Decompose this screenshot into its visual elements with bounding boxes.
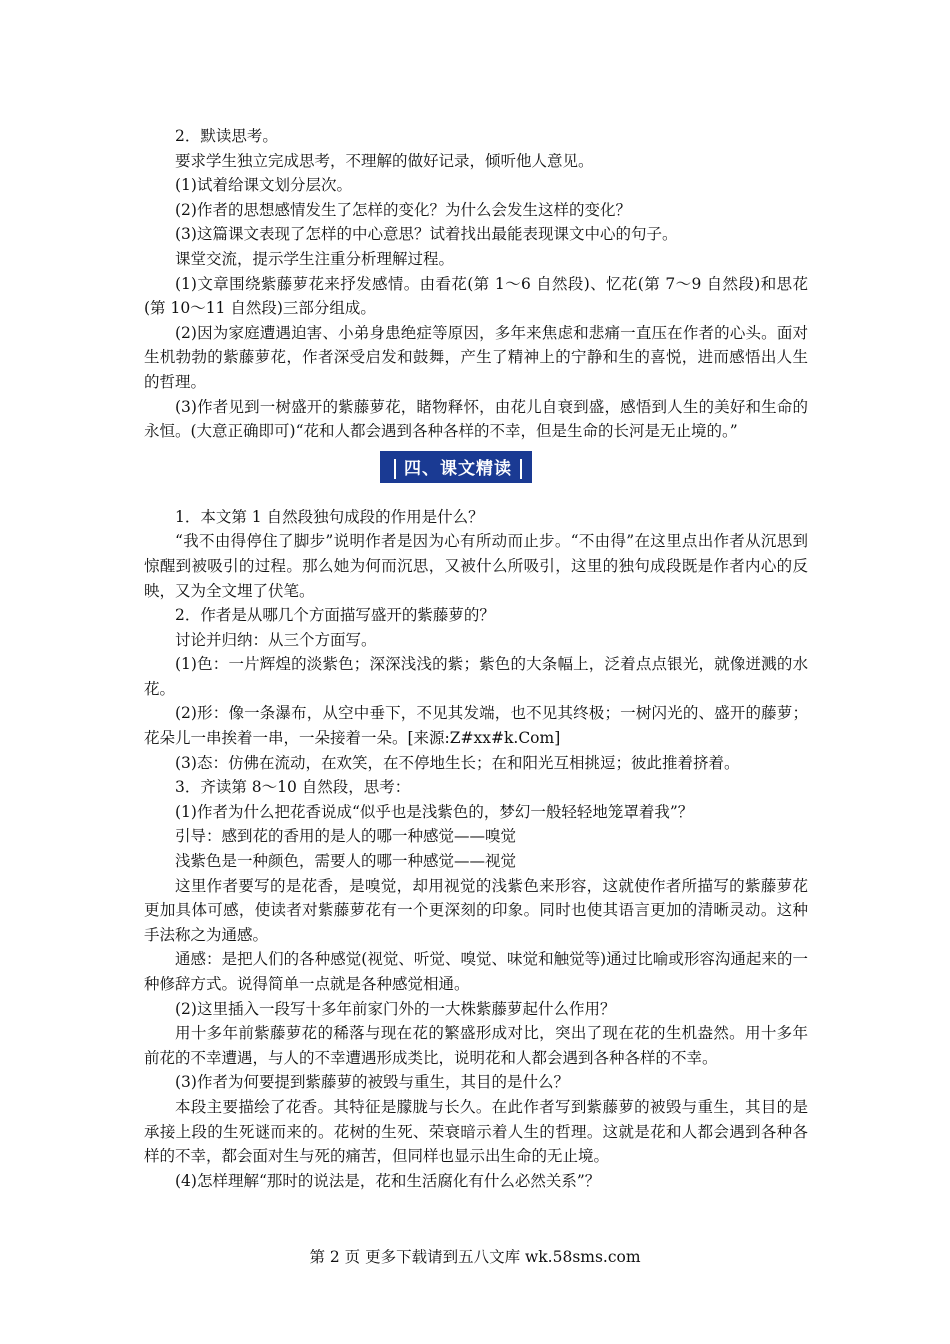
paragraph: 3．齐读第 8～10 自然段，思考： [175, 778, 411, 797]
paragraph: (2)这里插入一段写十多年前家门外的一大株紫藤萝起什么作用？ [175, 999, 616, 1018]
document-body [144, 124, 808, 1193]
paragraph: (1)试着给课文划分层次。 [175, 176, 352, 195]
paragraph: (3)态：仿佛在流动，在欢笑，在不停地生长；在和阳光互相挑逗；彼此推着挤着。 [175, 753, 740, 772]
paragraph: 本段主要描绘了花香。其特征是朦胧与长久。在此作者写到紫藤萝的被毁与重生，其目的是承接上段的生死谜而来的。花树的生死、荣衰暗示着人生的哲理。这就是花和人都会遇到各种各样的不幸，都会面对生与死的痛苦，但同样也显示出生命的无止境。 [144, 1097, 808, 1166]
paragraph: (2)作者的思想感情发生了怎样的变化？为什么会发生这样的变化？ [175, 200, 631, 219]
paragraph: 用十多年前紫藤萝花的稀落与现在花的繁盛形成对比，突出了现在花的生机盎然。用十多年前花的不幸遭遇，与人的不幸遭遇形成类比，说明花和人都会遇到各种各样的不幸。 [144, 1024, 808, 1067]
paragraph: (2)形：像一条瀑布，从空中垂下，不见其发端，也不见其终极；一树闪光的、盛开的藤萝；花朵儿一串挨着一串，一朵接着一朵。[来源:Z#xx#k.Com] [144, 704, 808, 748]
paragraph: 讨论并归纳：从三个方面写。 [175, 630, 377, 649]
paragraph: (3)作者见到一树盛开的紫藤萝花，睹物释怀，由花儿自衰到盛，感悟到人生的美好和生命的永恒。(大意正确即可)“花和人都会遇到各种各样的不幸，但是生命的长河是无止境的。” [144, 397, 808, 441]
section-heading-banner [144, 451, 808, 491]
section-after [144, 505, 808, 1194]
section-before [144, 124, 808, 444]
section-heading-text: 四、课文精读 [394, 459, 522, 479]
paragraph: “我不由得停住了脚步”说明作者是因为心有所动而止步。“不由得”在这里点出作者从沉思到惊醒到被吸引的过程。那么她为何而沉思，又被什么所吸引，这里的独句成段既是作者内心的反映，又为全文埋了伏笔。 [144, 532, 808, 600]
paragraph: 通感：是把人们的各种感觉(视觉、听觉、嗅觉、味觉和触觉等)通过比喻或形容沟通起来的一种修辞方式。说得简单一点就是各种感觉相通。 [144, 950, 808, 993]
paragraph: (1)色：一片辉煌的淡紫色；深深浅浅的紫；紫色的大条幅上，泛着点点银光，就像迸溅的水花。 [144, 655, 808, 698]
section-heading [380, 451, 532, 483]
paragraph: 引导：感到花的香用的是人的哪一种感觉——嗅觉 [175, 827, 517, 846]
paragraph: (4)怎样理解“那时的说法是，花和生活腐化有什么必然关系”？ [175, 1171, 601, 1190]
page-footer: 第 2 页 更多下载请到五八文库 wk.58sms.com [309, 1248, 641, 1266]
paragraph: (3)这篇课文表现了怎样的中心意思？试着找出最能表现课文中心的句子。 [175, 225, 678, 244]
paragraph: 2．默读思考。 [175, 127, 278, 145]
paragraph: 课堂交流，提示学生注重分析理解过程。 [175, 249, 455, 268]
paragraph: (3)作者为何要提到紫藤萝的被毁与重生，其目的是什么？ [175, 1073, 569, 1092]
paragraph: 要求学生独立完成思考，不理解的做好记录，倾听他人意见。 [175, 151, 594, 170]
paragraph: 浅紫色是一种颜色，需要人的哪一种感觉——视觉 [175, 852, 517, 871]
paragraph: (2)因为家庭遭遇迫害、小弟身患绝症等原因，多年来焦虑和悲痛一直压在作者的心头。面对生机勃勃的紫藤萝花，作者深受启发和鼓舞，产生了精神上的宁静和生的喜悦，进而感悟出人生的哲理。 [144, 323, 808, 391]
paragraph: (1)作者为什么把花香说成“似乎也是浅紫色的，梦幻一般轻轻地笼罩着我”？ [175, 802, 694, 821]
paragraph: 这里作者要写的是花香，是嗅觉，却用视觉的浅紫色来形容，这就使作者所描写的紫藤萝花更加具体可感，使读者对紫藤萝花有一个更深刻的印象。同时也使其语言更加的清晰灵动。这种手法称之为通感。 [144, 876, 808, 944]
paragraph: 1．本文第 1 自然段独句成段的作用是什么？ [175, 507, 484, 526]
paragraph: 2．作者是从哪几个方面描写盛开的紫藤萝的？ [175, 606, 495, 625]
paragraph: (1)文章围绕紫藤萝花来抒发感情。由看花(第 1～6 自然段)、忆花(第 7～9 自然段)和思花(第 10～11 自然段)三部分组成。 [144, 274, 808, 318]
